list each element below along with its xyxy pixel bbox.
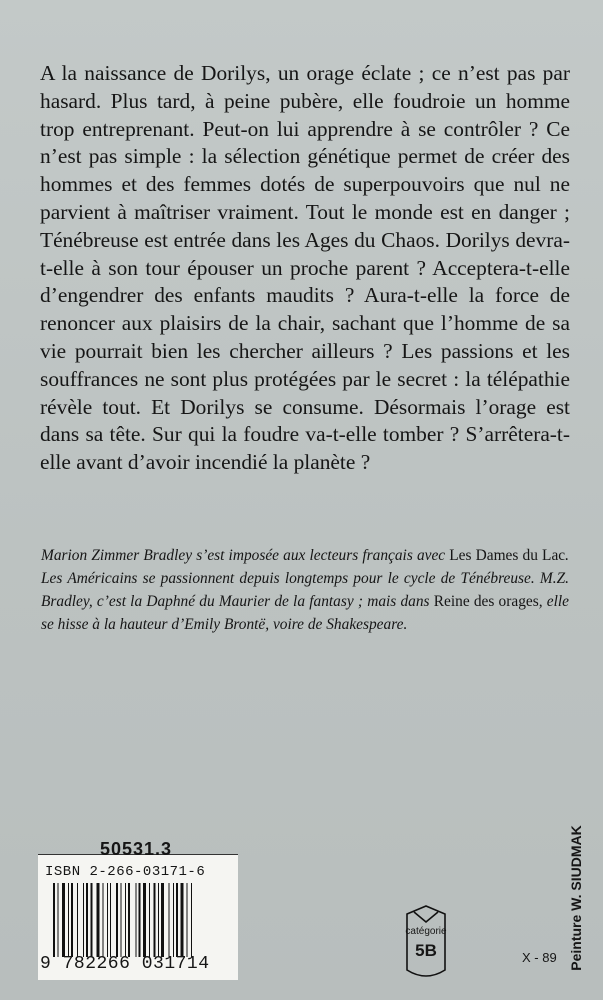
blurb-text: A la naissance de Dorilys, un orage éclate ; ce n’est pas par hasard. Plus tard, à peine pubère, elle foudroie un homme trop entreprenant. Peut-on lui apprendre à se contrôler ? Ce n’est pas simple : la sélection génétique permet de créer des hommes et des femmes dotés de superpouvoirs que nul ne parvient à maîtriser vraiment. Tout le monde est en danger ; Ténébreuse est entrée dans les Ages du Chaos. Dorilys devra-t-elle à son tour épouser un proche parent ? Acceptera-t-elle d’engendrer des enfants maudits ? Aura-t-elle la force de renoncer aux plaisirs de la chair, sachant que l’homme de sa vie pourrait bien les chercher ailleurs ? Les passions et les souffrances ne sont plus protégées par le secret : la télépathie révèle tout. Et Dorilys se consume. Désormais l’orage est dans sa tête. Sur qui la foudre va-t-elle tomber ? S’arrêtera-t-elle avant d’avoir incendié la planète ? — [40, 61, 570, 475]
reference-code: X - 89 — [522, 950, 557, 965]
category-label: catégorie — [405, 926, 447, 937]
barcode-digits: 9 782266 031714 — [40, 954, 210, 974]
category-value: 5B — [415, 941, 437, 960]
author-note-part-1: Marion Zimmer Bradley s’est imposée aux lecteurs français avec — [41, 547, 450, 564]
author-note-title-2: Reine des orages — [433, 593, 539, 610]
isbn-number: ISBN 2-266-03171-6 — [45, 864, 206, 880]
author-note — [41, 544, 569, 636]
price-code: 50531.3 — [100, 839, 173, 859]
author-note-part-3: , elle se hisse à la hauteur d’Emily Brontë, voire de Shakespeare. — [41, 593, 569, 633]
author-note-title-1: Les Dames du Lac — [449, 547, 566, 564]
cover-credit: Peinture W. SIUDMAK — [568, 825, 584, 971]
barcode-bars — [53, 883, 233, 957]
author-note-part-2: . Les Américains se passionnent depuis longtemps pour le cycle de Ténébreuse. M.Z. Bradley, c’est la Daphné du Maurier de la fantasy ; mais dans — [41, 547, 569, 610]
